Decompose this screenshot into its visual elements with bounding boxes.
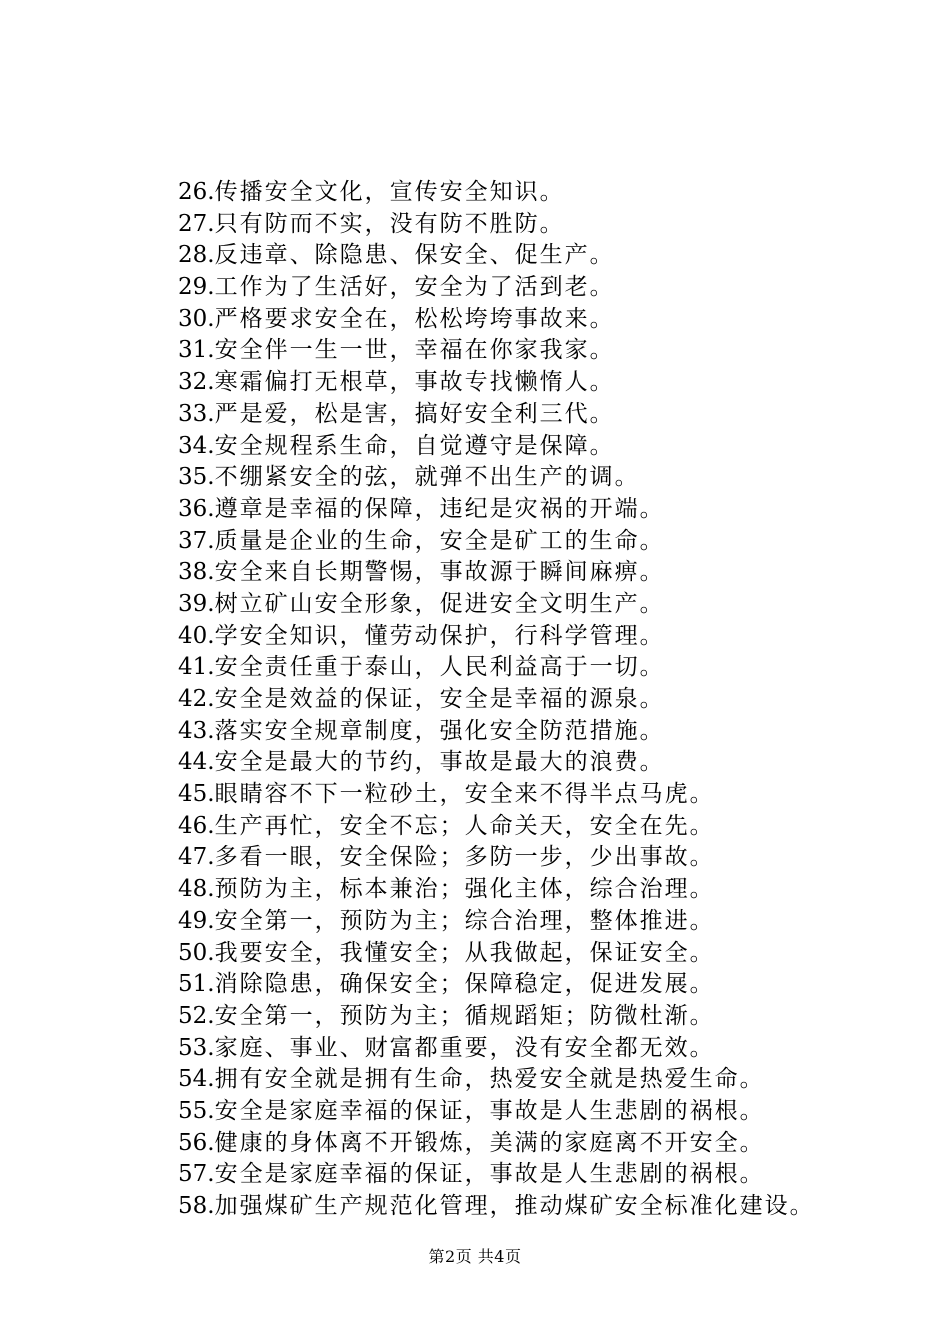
- item-text: 安全是最大的节约，事故是最大的浪费。: [214, 749, 665, 776]
- item-text: 安全来自长期警惕，事故源于瞬间麻痹。: [214, 559, 665, 586]
- list-item: [178, 462, 898, 494]
- list-item: [178, 304, 898, 336]
- list-item: [178, 1159, 898, 1191]
- item-text: 树立矿山安全形象，促进安全文明生产。: [214, 590, 665, 617]
- list-item: [178, 842, 898, 874]
- item-number: 54.: [178, 1066, 215, 1093]
- list-item: [178, 1191, 898, 1223]
- item-number: 44.: [178, 749, 215, 776]
- list-item: [178, 589, 898, 621]
- item-number: 51.: [178, 971, 215, 998]
- list-item: [178, 938, 898, 970]
- list-item: [178, 811, 898, 843]
- item-number: 37.: [178, 527, 215, 554]
- item-text: 眼睛容不下一粒砂土，安全来不得半点马虎。: [214, 781, 715, 808]
- item-number: 30.: [178, 305, 215, 332]
- item-number: 39.: [178, 590, 215, 617]
- item-text: 生产再忙，安全不忘；人命关天，安全在先。: [214, 812, 715, 839]
- item-text: 健康的身体离不开锻炼，美满的家庭离不开安全。: [214, 1129, 765, 1156]
- list-item: [178, 1064, 898, 1096]
- item-text: 加强煤矿生产规范化管理，推动煤矿安全标准化建设。: [214, 1193, 815, 1219]
- list-item: [178, 367, 898, 399]
- list-item: [178, 177, 898, 209]
- item-text: 落实安全规章制度，强化安全防范措施。: [214, 717, 665, 744]
- item-number: 56.: [178, 1129, 215, 1156]
- list-item: [178, 969, 898, 1001]
- item-number: 55.: [178, 1097, 215, 1124]
- item-number: 27.: [178, 210, 215, 237]
- item-number: 33.: [178, 400, 215, 427]
- item-text: 我要安全，我懂安全；从我做起，保证安全。: [214, 939, 715, 966]
- item-number: 48.: [178, 876, 215, 903]
- list-item: [178, 209, 898, 241]
- item-number: 26.: [178, 179, 215, 205]
- item-number: 57.: [178, 1161, 215, 1188]
- item-text: 安全是家庭幸福的保证，事故是人生悲剧的祸根。: [214, 1097, 765, 1124]
- list-item: [178, 716, 898, 748]
- item-text: 寒霜偏打无根草，事故专找懒惰人。: [214, 369, 615, 396]
- list-item: [178, 906, 898, 938]
- item-number: 42.: [178, 686, 215, 712]
- list-item: [178, 874, 898, 906]
- list-item: [178, 335, 898, 367]
- item-text: 反违章、除隐患、保安全、促生产。: [214, 242, 615, 269]
- item-number: 34.: [178, 432, 215, 459]
- item-text: 传播安全文化，宣传安全知识。: [214, 179, 565, 205]
- item-number: 29.: [178, 274, 215, 301]
- item-number: 32.: [178, 369, 215, 396]
- item-number: 31.: [178, 337, 215, 364]
- list-item: [178, 684, 898, 716]
- item-text: 家庭、事业、财富都重要，没有安全都无效。: [214, 1034, 715, 1061]
- item-number: 53.: [178, 1034, 215, 1061]
- item-text: 安全第一，预防为主；综合治理，整体推进。: [214, 907, 715, 934]
- slogan-list: [178, 177, 898, 1223]
- item-text: 严格要求安全在，松松垮垮事故来。: [214, 305, 615, 332]
- item-number: 38.: [178, 559, 215, 586]
- item-number: 35.: [178, 464, 215, 491]
- list-item: [178, 240, 898, 272]
- list-item: [178, 399, 898, 431]
- item-text: 安全第一，预防为主；循规蹈矩；防微杜渐。: [214, 1002, 715, 1029]
- item-text: 拥有安全就是拥有生命，热爱安全就是热爱生命。: [214, 1066, 765, 1093]
- item-text: 安全是家庭幸福的保证，事故是人生悲剧的祸根。: [214, 1161, 765, 1188]
- item-number: 52.: [178, 1002, 215, 1029]
- list-item: [178, 1001, 898, 1033]
- list-item: [178, 621, 898, 653]
- item-text: 遵章是幸福的保障，违纪是灾祸的开端。: [214, 495, 665, 522]
- list-item: [178, 747, 898, 779]
- item-text: 学安全知识，懂劳动保护，行科学管理。: [214, 622, 665, 649]
- item-number: 47.: [178, 844, 215, 871]
- list-item: [178, 526, 898, 558]
- list-item: [178, 1128, 898, 1160]
- item-text: 安全规程系生命，自觉遵守是保障。: [214, 432, 615, 459]
- list-item: [178, 557, 898, 589]
- item-number: 50.: [178, 939, 215, 966]
- list-item: [178, 1033, 898, 1065]
- item-text: 安全责任重于泰山，人民利益高于一切。: [214, 654, 665, 681]
- item-text: 工作为了生活好，安全为了活到老。: [214, 274, 615, 301]
- item-number: 43.: [178, 717, 215, 744]
- item-number: 49.: [178, 907, 215, 934]
- item-number: 41.: [178, 654, 215, 681]
- list-item: [178, 494, 898, 526]
- list-item: [178, 652, 898, 684]
- item-text: 预防为主，标本兼治；强化主体，综合治理。: [214, 876, 715, 903]
- item-text: 消除隐患，确保安全；保障稳定，促进发展。: [214, 971, 715, 998]
- item-number: 28.: [178, 242, 215, 269]
- item-number: 40.: [178, 622, 215, 649]
- item-text: 严是爱，松是害，搞好安全利三代。: [214, 400, 615, 427]
- item-number: 36.: [178, 495, 215, 522]
- list-item: [178, 1096, 898, 1128]
- item-text: 质量是企业的生命，安全是矿工的生命。: [214, 527, 665, 554]
- list-item: [178, 272, 898, 304]
- page-footer: 第2页 共4页: [428, 1247, 522, 1266]
- item-text: 安全伴一生一世，幸福在你家我家。: [214, 337, 615, 364]
- item-text: 只有防而不实，没有防不胜防。: [214, 210, 565, 237]
- item-text: 多看一眼，安全保险；多防一步，少出事故。: [214, 844, 715, 871]
- item-text: 不绷紧安全的弦，就弹不出生产的调。: [214, 464, 640, 491]
- item-number: 46.: [178, 812, 215, 839]
- item-number: 45.: [178, 781, 215, 808]
- item-number: 58.: [178, 1193, 215, 1219]
- item-text: 安全是效益的保证，安全是幸福的源泉。: [214, 686, 665, 712]
- list-item: [178, 431, 898, 463]
- list-item: [178, 779, 898, 811]
